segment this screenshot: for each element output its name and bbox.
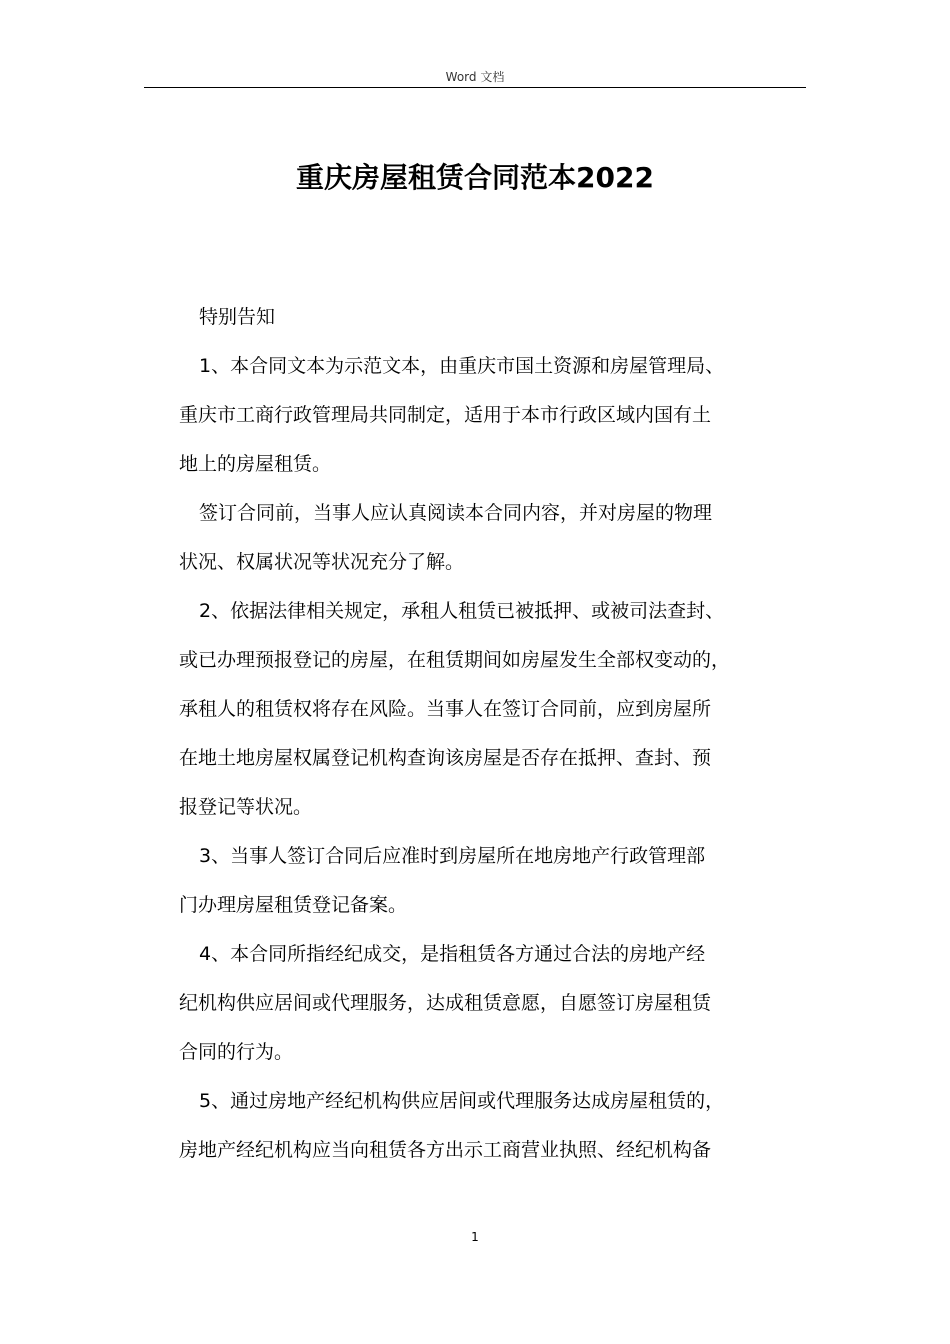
body-line: 4、本合同所指经纪成交，是指租赁各方通过合法的房地产经 bbox=[199, 943, 706, 965]
body-line: 承租人的租赁权将存在风险。当事人在签订合同前，应到房屋所 bbox=[179, 698, 712, 720]
body-line: 房地产经纪机构应当向租赁各方出示工商营业执照、经纪机构备 bbox=[179, 1139, 712, 1161]
body-line: 5、通过房地产经纪机构供应居间或代理服务达成房屋租赁的， bbox=[199, 1090, 725, 1112]
body-line: 重庆市工商行政管理局共同制定，适用于本市行政区域内国有土 bbox=[179, 404, 712, 426]
body-line: 报登记等状况。 bbox=[179, 796, 313, 818]
body-line: 特别告知 bbox=[199, 306, 276, 328]
body-line: 地上的房屋租赁。 bbox=[179, 453, 332, 475]
page-number: 1 bbox=[471, 1230, 479, 1244]
header-divider bbox=[144, 87, 806, 88]
body-line: 1、本合同文本为示范文本，由重庆市国土资源和房屋管理局、 bbox=[199, 355, 725, 377]
body-line: 状况、权属状况等状况充分了解。 bbox=[179, 551, 465, 573]
body-line: 或已办理预报登记的房屋，在租赁期间如房屋发生全部权变动的， bbox=[179, 649, 731, 671]
body-line: 签订合同前，当事人应认真阅读本合同内容，并对房屋的物理 bbox=[199, 502, 713, 524]
body-line: 3、当事人签订合同后应准时到房屋所在地房地产行政管理部 bbox=[199, 845, 706, 867]
body-line: 门办理房屋租赁登记备案。 bbox=[179, 894, 408, 916]
body-line: 纪机构供应居间或代理服务，达成租赁意愿，自愿签订房屋租赁 bbox=[179, 992, 712, 1014]
document-title: 重庆房屋租赁合同范本2022 bbox=[296, 161, 654, 194]
body-line: 2、依据法律相关规定，承租人租赁已被抵押、或被司法查封、 bbox=[199, 600, 725, 622]
body-line: 合同的行为。 bbox=[179, 1041, 294, 1063]
body-line: 在地土地房屋权属登记机构查询该房屋是否存在抵押、查封、预 bbox=[179, 747, 712, 769]
page-header: Word 文档 bbox=[445, 70, 505, 84]
document-body bbox=[179, 293, 819, 1175]
